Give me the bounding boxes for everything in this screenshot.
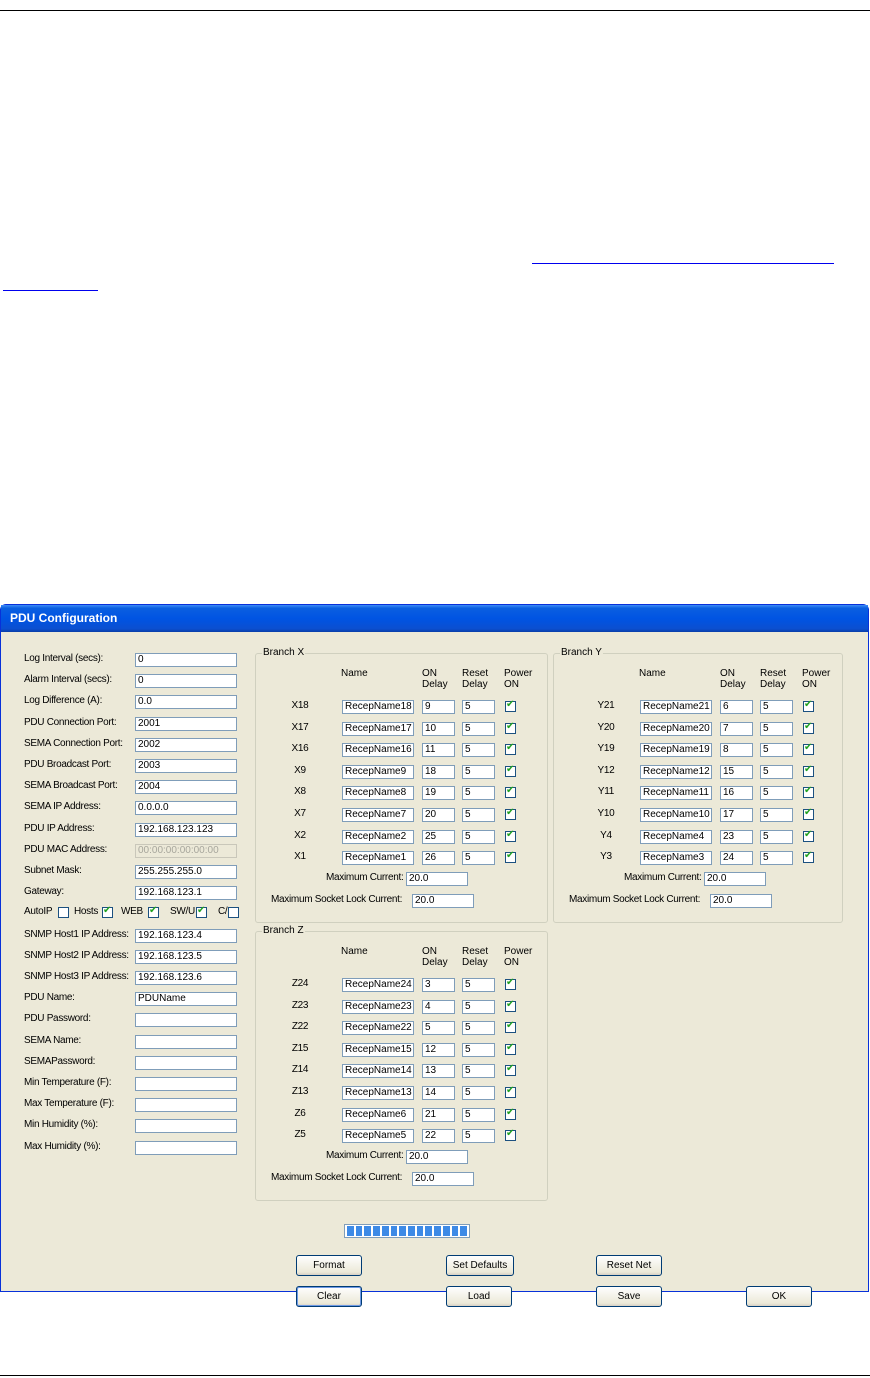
receptacle-name-field[interactable]: RecepName5 [342,1129,414,1143]
power-on-checkbox[interactable] [505,1087,516,1098]
dialog-client-area [4,632,865,1302]
on-delay-field[interactable]: 24 [720,851,753,865]
field-gateway[interactable]: 192.168.123.1 [135,886,237,900]
receptacle-id: Z5 [294,1129,306,1141]
reset-delay-field[interactable]: 5 [760,765,793,779]
setting-label-sema-name: SEMA Name: [24,1034,82,1046]
field-min-humidity[interactable] [135,1119,237,1133]
max-current-label: Maximum Current: [624,872,702,883]
on-delay-field[interactable]: 5 [422,1021,455,1035]
receptacle-id: Z6 [294,1107,306,1119]
reset-delay-field[interactable]: 5 [462,1000,495,1014]
receptacle-id: Y20 [597,721,615,733]
clear-button[interactable]: Clear [296,1286,362,1307]
field-pdu-mac-address: 00:00:00:00:00:00 [135,844,237,858]
reset-delay-field[interactable]: 5 [462,1108,495,1122]
on-delay-field[interactable]: 3 [422,978,455,992]
on-delay-field[interactable]: 9 [422,700,455,714]
on-delay-field[interactable]: 14 [422,1086,455,1100]
power-on-checkbox[interactable] [803,701,814,712]
header-reset-delay: Reset Delay [462,668,489,690]
power-on-checkbox[interactable] [505,1130,516,1141]
power-on-checkbox[interactable] [505,766,516,777]
branch-group-branch-x [255,647,548,923]
max-socket-lock-label: Maximum Socket Lock Current: [271,894,403,905]
header-power-on: Power ON [504,668,533,690]
field-sema-broadcast-port[interactable]: 2004 [135,780,237,794]
on-delay-field[interactable]: 22 [422,1129,455,1143]
on-delay-field[interactable]: 20 [422,808,455,822]
receptacle-name-field[interactable]: RecepName18 [342,700,414,714]
on-delay-field[interactable]: 6 [720,700,753,714]
reset-delay-field[interactable]: 5 [462,1043,495,1057]
load-button[interactable]: Load [446,1286,512,1307]
setting-label-snmp-host2-ip-address: SNMP Host2 IP Address: [24,949,129,961]
toggle-label-hosts: Hosts [74,906,99,918]
reset-delay-field[interactable]: 5 [760,722,793,736]
reset-delay-field[interactable]: 5 [760,851,793,865]
setting-label-log-interval-secs: Log Interval (secs): [24,653,104,664]
reset-delay-field[interactable]: 5 [462,743,495,757]
progress-segment [408,1226,415,1236]
document-link-underline[interactable] [532,263,834,264]
ok-button[interactable]: OK [746,1286,812,1307]
progress-segment [417,1226,424,1236]
receptacle-name-field[interactable]: RecepName8 [342,786,414,800]
power-on-checkbox[interactable] [505,701,516,712]
receptacle-id: Z23 [291,999,309,1011]
power-on-checkbox[interactable] [505,744,516,755]
field-pdu-broadcast-port[interactable]: 2003 [135,759,237,773]
receptacle-name-field[interactable]: RecepName4 [640,830,712,844]
title-bar[interactable] [1,605,868,632]
receptacle-id: Y3 [600,851,612,863]
toggle-label-web: WEB [121,906,143,918]
power-on-checkbox[interactable] [803,766,814,777]
receptacle-name-field[interactable]: RecepName6 [342,1108,414,1122]
field-snmp-host3-ip-address[interactable]: 192.168.123.6 [135,971,237,985]
progress-segment [452,1226,459,1236]
on-delay-field[interactable]: 10 [422,722,455,736]
power-on-checkbox[interactable] [505,1065,516,1076]
max-current-field[interactable]: 20.0 [406,872,468,886]
set-defaults-button[interactable]: Set Defaults [446,1255,514,1276]
on-delay-field[interactable]: 26 [422,851,455,865]
setting-label-sema-connection-port: SEMA Connection Port: [24,737,123,749]
on-delay-field[interactable]: 8 [720,743,753,757]
setting-label-max-temperature-f: Max Temperature (F): [24,1098,114,1110]
power-on-checkbox[interactable] [505,787,516,798]
field-alarm-interval-secs[interactable]: 0 [135,674,237,688]
field-pdu-connection-port[interactable]: 2001 [135,717,237,731]
header-reset-delay: Reset Delay [760,668,787,690]
receptacle-id: X8 [294,786,306,798]
header-name: Name [639,668,666,679]
toggle-checkbox-autoip[interactable] [58,907,69,918]
branch-group-branch-y [553,647,843,923]
setting-label-snmp-host3-ip-address: SNMP Host3 IP Address: [24,971,129,982]
setting-label-sema-broadcast-port: SEMA Broadcast Port: [24,780,118,792]
field-sema-name[interactable] [135,1035,237,1049]
receptacle-id: Y11 [597,786,615,798]
setting-label-alarm-interval-secs: Alarm Interval (secs): [24,674,112,686]
on-delay-field[interactable]: 15 [720,765,753,779]
receptacle-id: Z22 [291,1021,309,1033]
progress-segment [425,1226,432,1236]
power-on-checkbox[interactable] [505,1022,516,1033]
setting-label-min-temperature-f: Min Temperature (F): [24,1077,112,1088]
progress-bar [344,1224,470,1238]
header-on-delay: ON Delay [422,946,448,968]
power-on-checkbox[interactable] [505,852,516,863]
progress-segment [356,1226,363,1236]
on-delay-field[interactable]: 4 [422,1000,455,1014]
setting-label-log-difference-a: Log Difference (A): [24,695,103,707]
toggle-checkbox-sw-u[interactable] [196,907,207,918]
header-power-on: Power ON [802,668,831,690]
setting-label-pdu-mac-address: PDU MAC Address: [24,843,108,855]
on-delay-field[interactable]: 18 [422,765,455,779]
reset-delay-field[interactable]: 5 [462,1021,495,1035]
receptacle-name-field[interactable]: RecepName23 [342,1000,414,1014]
field-min-temperature-f[interactable] [135,1077,237,1091]
receptacle-id: Z15 [291,1042,309,1054]
header-on-delay: ON Delay [422,668,448,690]
header-name: Name [341,946,368,957]
receptacle-id: X2 [294,829,306,841]
reset-delay-field[interactable]: 5 [760,700,793,714]
on-delay-field[interactable]: 21 [422,1108,455,1122]
on-delay-field[interactable]: 16 [720,786,753,800]
on-delay-field[interactable]: 19 [422,786,455,800]
reset-delay-field[interactable]: 5 [462,1064,495,1078]
progress-segment [399,1226,406,1236]
setting-label-pdu-ip-address: PDU IP Address: [24,822,95,834]
field-max-humidity[interactable] [135,1141,237,1155]
receptacle-name-field[interactable]: RecepName3 [640,851,712,865]
power-on-checkbox[interactable] [803,852,814,863]
page-bottom-rule [0,1375,870,1376]
field-sema-ip-address[interactable]: 0.0.0.0 [135,801,237,815]
on-delay-field[interactable]: 13 [422,1064,455,1078]
receptacle-name-field[interactable]: RecepName1 [342,851,414,865]
receptacle-id: X9 [294,764,306,776]
power-on-checkbox[interactable] [505,723,516,734]
field-pdu-ip-address[interactable]: 192.168.123.123 [135,823,237,837]
power-on-checkbox[interactable] [803,809,814,820]
field-semapassword[interactable] [135,1056,237,1070]
power-on-checkbox[interactable] [803,723,814,734]
branch-title: Branch Z [263,925,304,936]
max-socket-lock-field[interactable]: 20.0 [710,894,772,908]
toggle-label-sw-u: SW/U [170,906,195,918]
window-title: PDU Configuration [10,611,118,625]
power-on-checkbox[interactable] [505,1109,516,1120]
power-on-checkbox[interactable] [803,831,814,842]
receptacle-id: Y21 [597,700,615,711]
power-on-checkbox[interactable] [803,744,814,755]
progress-segment [382,1226,389,1236]
format-button[interactable]: Format [296,1255,362,1276]
reset-delay-field[interactable]: 5 [462,700,495,714]
receptacle-id: X17 [291,721,309,733]
reset-delay-field[interactable]: 5 [462,786,495,800]
receptacle-id: X18 [291,700,309,711]
max-current-field[interactable]: 20.0 [704,872,766,886]
receptacle-name-field[interactable]: RecepName7 [342,808,414,822]
max-socket-lock-field[interactable]: 20.0 [412,894,474,908]
header-name: Name [341,668,368,679]
progress-segment [347,1226,354,1236]
setting-label-sema-ip-address: SEMA IP Address: [24,801,101,813]
receptacle-id: Y10 [597,808,615,819]
setting-label-pdu-broadcast-port: PDU Broadcast Port: [24,759,112,770]
reset-delay-field[interactable]: 5 [760,743,793,757]
reset-delay-field[interactable]: 5 [760,830,793,844]
setting-label-min-humidity: Min Humidity (%): [24,1119,98,1131]
on-delay-field[interactable]: 17 [720,808,753,822]
power-on-checkbox[interactable] [505,1044,516,1055]
receptacle-name-field[interactable]: RecepName14 [342,1064,414,1078]
power-on-checkbox[interactable] [803,787,814,798]
document-link-underline-cont[interactable] [3,290,98,291]
receptacle-name-field[interactable]: RecepName24 [342,978,414,992]
reset-delay-field[interactable]: 5 [462,830,495,844]
receptacle-name-field[interactable]: RecepName10 [640,808,712,822]
field-snmp-host2-ip-address[interactable]: 192.168.123.5 [135,950,237,964]
receptacle-name-field[interactable]: RecepName21 [640,700,712,714]
receptacle-name-field[interactable]: RecepName22 [342,1021,414,1035]
power-on-checkbox[interactable] [505,831,516,842]
field-snmp-host1-ip-address[interactable]: 192.168.123.4 [135,929,237,943]
receptacle-id: Z24 [291,978,309,989]
pdu-configuration-window [0,604,869,1302]
progress-segment [443,1226,450,1236]
branch-title: Branch X [263,647,305,658]
field-subnet-mask[interactable]: 255.255.255.0 [135,865,237,879]
max-socket-lock-label: Maximum Socket Lock Current: [271,1172,403,1183]
toggle-label-autoip: AutoIP [24,906,53,918]
reset-delay-field[interactable]: 5 [462,1129,495,1143]
receptacle-name-field[interactable]: RecepName13 [342,1086,414,1100]
receptacle-name-field[interactable]: RecepName19 [640,743,712,757]
power-on-checkbox[interactable] [505,809,516,820]
setting-label-gateway: Gateway: [24,886,64,898]
toggle-checkbox-hosts[interactable] [102,907,113,918]
reset-delay-field[interactable]: 5 [760,808,793,822]
save-button[interactable]: Save [596,1286,662,1307]
toggle-checkbox-web[interactable] [148,907,159,918]
receptacle-name-field[interactable]: RecepName17 [342,722,414,736]
max-current-field[interactable]: 20.0 [406,1150,468,1164]
header-on-delay: ON Delay [720,668,746,690]
reset-delay-field[interactable]: 5 [462,1086,495,1100]
field-pdu-password[interactable] [135,1013,237,1027]
max-current-label: Maximum Current: [326,1150,404,1161]
setting-label-pdu-password: PDU Password: [24,1013,91,1025]
branch-title: Branch Y [561,647,602,658]
progress-segment [391,1226,398,1236]
power-on-checkbox[interactable] [505,1001,516,1012]
field-sema-connection-port[interactable]: 2002 [135,738,237,752]
on-delay-field[interactable]: 7 [720,722,753,736]
power-on-checkbox[interactable] [505,979,516,990]
receptacle-id: X7 [294,808,306,819]
field-max-temperature-f[interactable] [135,1098,237,1112]
receptacle-name-field[interactable]: RecepName20 [640,722,712,736]
setting-label-semapassword: SEMAPassword: [24,1055,96,1067]
receptacle-id: Y4 [600,829,612,841]
toggle-label-c: C/ [218,906,228,918]
reset-delay-field[interactable]: 5 [462,808,495,822]
reset-delay-field[interactable]: 5 [462,722,495,736]
receptacle-name-field[interactable]: RecepName9 [342,765,414,779]
receptacle-id: Z13 [291,1086,309,1097]
toggle-checkbox-c[interactable] [228,907,239,918]
max-socket-lock-label: Maximum Socket Lock Current: [569,894,701,905]
progress-segment [434,1226,441,1236]
reset-delay-field[interactable]: 5 [462,765,495,779]
receptacle-id: Y12 [597,764,615,776]
on-delay-field[interactable]: 12 [422,1043,455,1057]
receptacle-id: Y19 [597,743,615,755]
max-current-label: Maximum Current: [326,872,404,883]
reset-net-button[interactable]: Reset Net [596,1255,662,1276]
on-delay-field[interactable]: 25 [422,830,455,844]
setting-label-pdu-name: PDU Name: [24,992,75,1004]
max-socket-lock-field[interactable]: 20.0 [412,1172,474,1186]
setting-label-pdu-connection-port: PDU Connection Port: [24,716,117,728]
receptacle-id: Z14 [291,1064,309,1076]
header-reset-delay: Reset Delay [462,946,489,968]
progress-segment [364,1226,371,1236]
receptacle-name-field[interactable]: RecepName15 [342,1043,414,1057]
setting-label-snmp-host1-ip-address: SNMP Host1 IP Address: [24,928,129,940]
field-log-difference-a[interactable]: 0.0 [135,695,237,709]
branch-group-branch-z [255,925,548,1201]
header-power-on: Power ON [504,946,533,968]
field-pdu-name[interactable]: PDUName [135,992,237,1006]
receptacle-name-field[interactable]: RecepName12 [640,765,712,779]
on-delay-field[interactable]: 23 [720,830,753,844]
reset-delay-field[interactable]: 5 [462,851,495,865]
receptacle-name-field[interactable]: RecepName16 [342,743,414,757]
progress-segment [460,1226,467,1236]
receptacle-name-field[interactable]: RecepName11 [640,786,712,800]
field-log-interval-secs[interactable]: 0 [135,653,237,667]
setting-label-max-humidity: Max Humidity (%): [24,1140,101,1152]
receptacle-id: X1 [294,851,306,863]
reset-delay-field[interactable]: 5 [760,786,793,800]
receptacle-name-field[interactable]: RecepName2 [342,830,414,844]
on-delay-field[interactable]: 11 [422,743,455,757]
progress-segment [373,1226,380,1236]
page-top-rule [0,10,870,11]
reset-delay-field[interactable]: 5 [462,978,495,992]
setting-label-subnet-mask: Subnet Mask: [24,865,82,876]
receptacle-id: X16 [291,743,309,755]
